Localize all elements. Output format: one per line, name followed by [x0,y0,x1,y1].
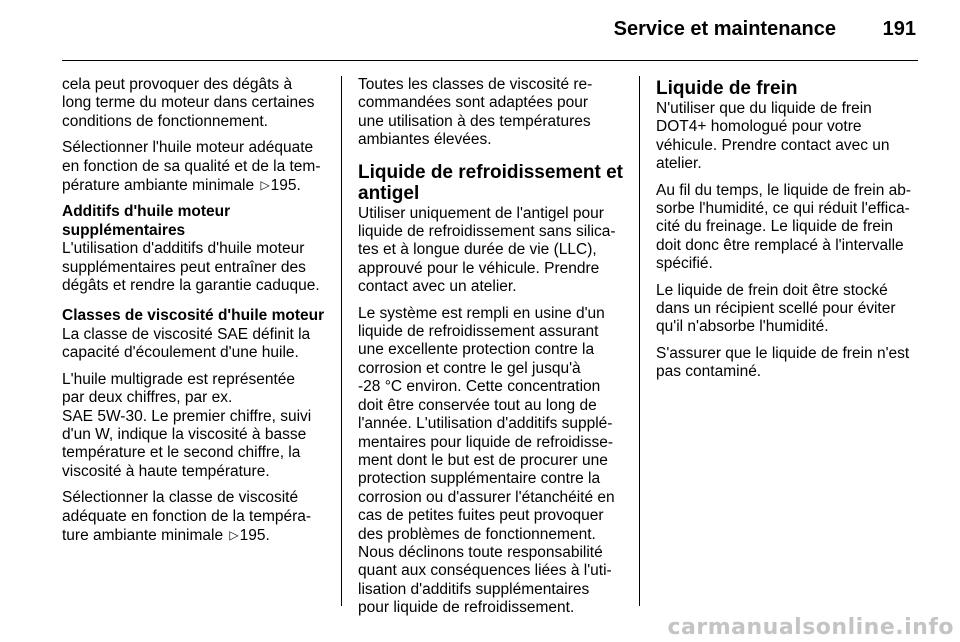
paragraph [62,139,328,195]
paragraph-text: Sélectionner l'huile moteur adéquate en fonction de sa qualité et de la tem- pérature ambiante minimale [62,139,321,195]
subheading-viscosity: Classes de viscosité d'huile moteur [62,307,325,325]
page-reference-arrow-icon[interactable]: ▷ [229,527,239,542]
page-reference-link[interactable]: 195. [270,177,301,195]
column-1 [62,76,328,553]
paragraph-text: Sélectionner la classe de viscosité adéquate en fonction de la tempéra- ture ambiante minimale [62,489,312,544]
column-2 [358,76,624,626]
watermark: carmanualsonline.info [667,615,954,640]
page-number: 191 [882,18,916,40]
paragraph: Utiliser uniquement de l'antigel pour liquide de refroidissement sans silica- tes et à longue durée de vie (LLC), approuvé pour le véhicule. Prendre contact avec un atelier. [358,204,616,296]
page-reference-link[interactable]: 195. [239,526,270,544]
section-title: Service et maintenance [613,18,836,40]
column-divider [341,76,342,606]
paragraph: L'huile multigrade est représentée par deux chiffres, par ex. SAE 5W-30. Le premier chiffre, suivi d'un W, indique la viscosité à basse température et le second chiffre, la viscosité à haute température. [62,370,312,480]
paragraph: Toutes les classes de viscosité re- commandées sont adaptées pour une utilisation à des températures ambiantes élevées. [358,76,593,149]
paragraph: Au fil du temps, le liquide de frein ab- sorbe l'humidité, ce qui réduit l'effica- cité du freinage. Le liquide de frein doit donc être remplacé à l'intervalle spécifié. [656,181,912,273]
heading-brake-fluid: Liquide de frein [656,78,798,99]
paragraph: cela peut provoquer des dégâts à long terme du moteur dans certaines conditions de fonctionnement. [62,76,315,130]
paragraph: N'utiliser que du liquide de frein DOT4+ homologué pour votre véhicule. Prendre contact avec un atelier. [656,100,890,173]
subheading-additives: Additifs d'huile moteur supplémentaires [62,203,231,239]
column-divider [639,76,640,606]
paragraph: La classe de viscosité SAE définit la capacité d'écoulement d'une huile. [62,325,311,362]
paragraph: S'assurer que le liquide de frein n'est pas contaminé. [656,344,910,381]
heading-coolant: Liquide de refroidissement et antigel [358,161,623,204]
page-header [62,0,918,61]
paragraph: L'utilisation d'additifs d'huile moteur supplémentaires peut entraîner des dégâts et rendre la garantie caduque. [62,240,320,295]
paragraph: Le système est rempli en usine d'un liquide de refroidissement assurant une excellente protection contre la corrosion et contre le gel jusqu'à -28 °C environ. Cette concentration doit être conservée tout au long de l'année. L'utilisation d'additifs supplé- mentaires pour liquide de refroidisse- ment dont le but est de procurer une protection supplémentaire contre la corrosion ou d'assurer l'étanchéité en cas de petites fuites peut provoquer des problèmes de fonctionnement. Nous déclinons toute responsabilité quant aux conséquences liées à l'uti- lisation d'additifs supplémentaires pour liquide de refroidissement. [358,304,615,617]
paragraph [62,489,328,545]
paragraph: Le liquide de frein doit être stocké dans un récipient scellé pour éviter qu'il n'absorbe l'humidité. [656,281,896,336]
page-reference-arrow-icon[interactable]: ▷ [260,178,270,193]
column-3 [656,76,922,390]
